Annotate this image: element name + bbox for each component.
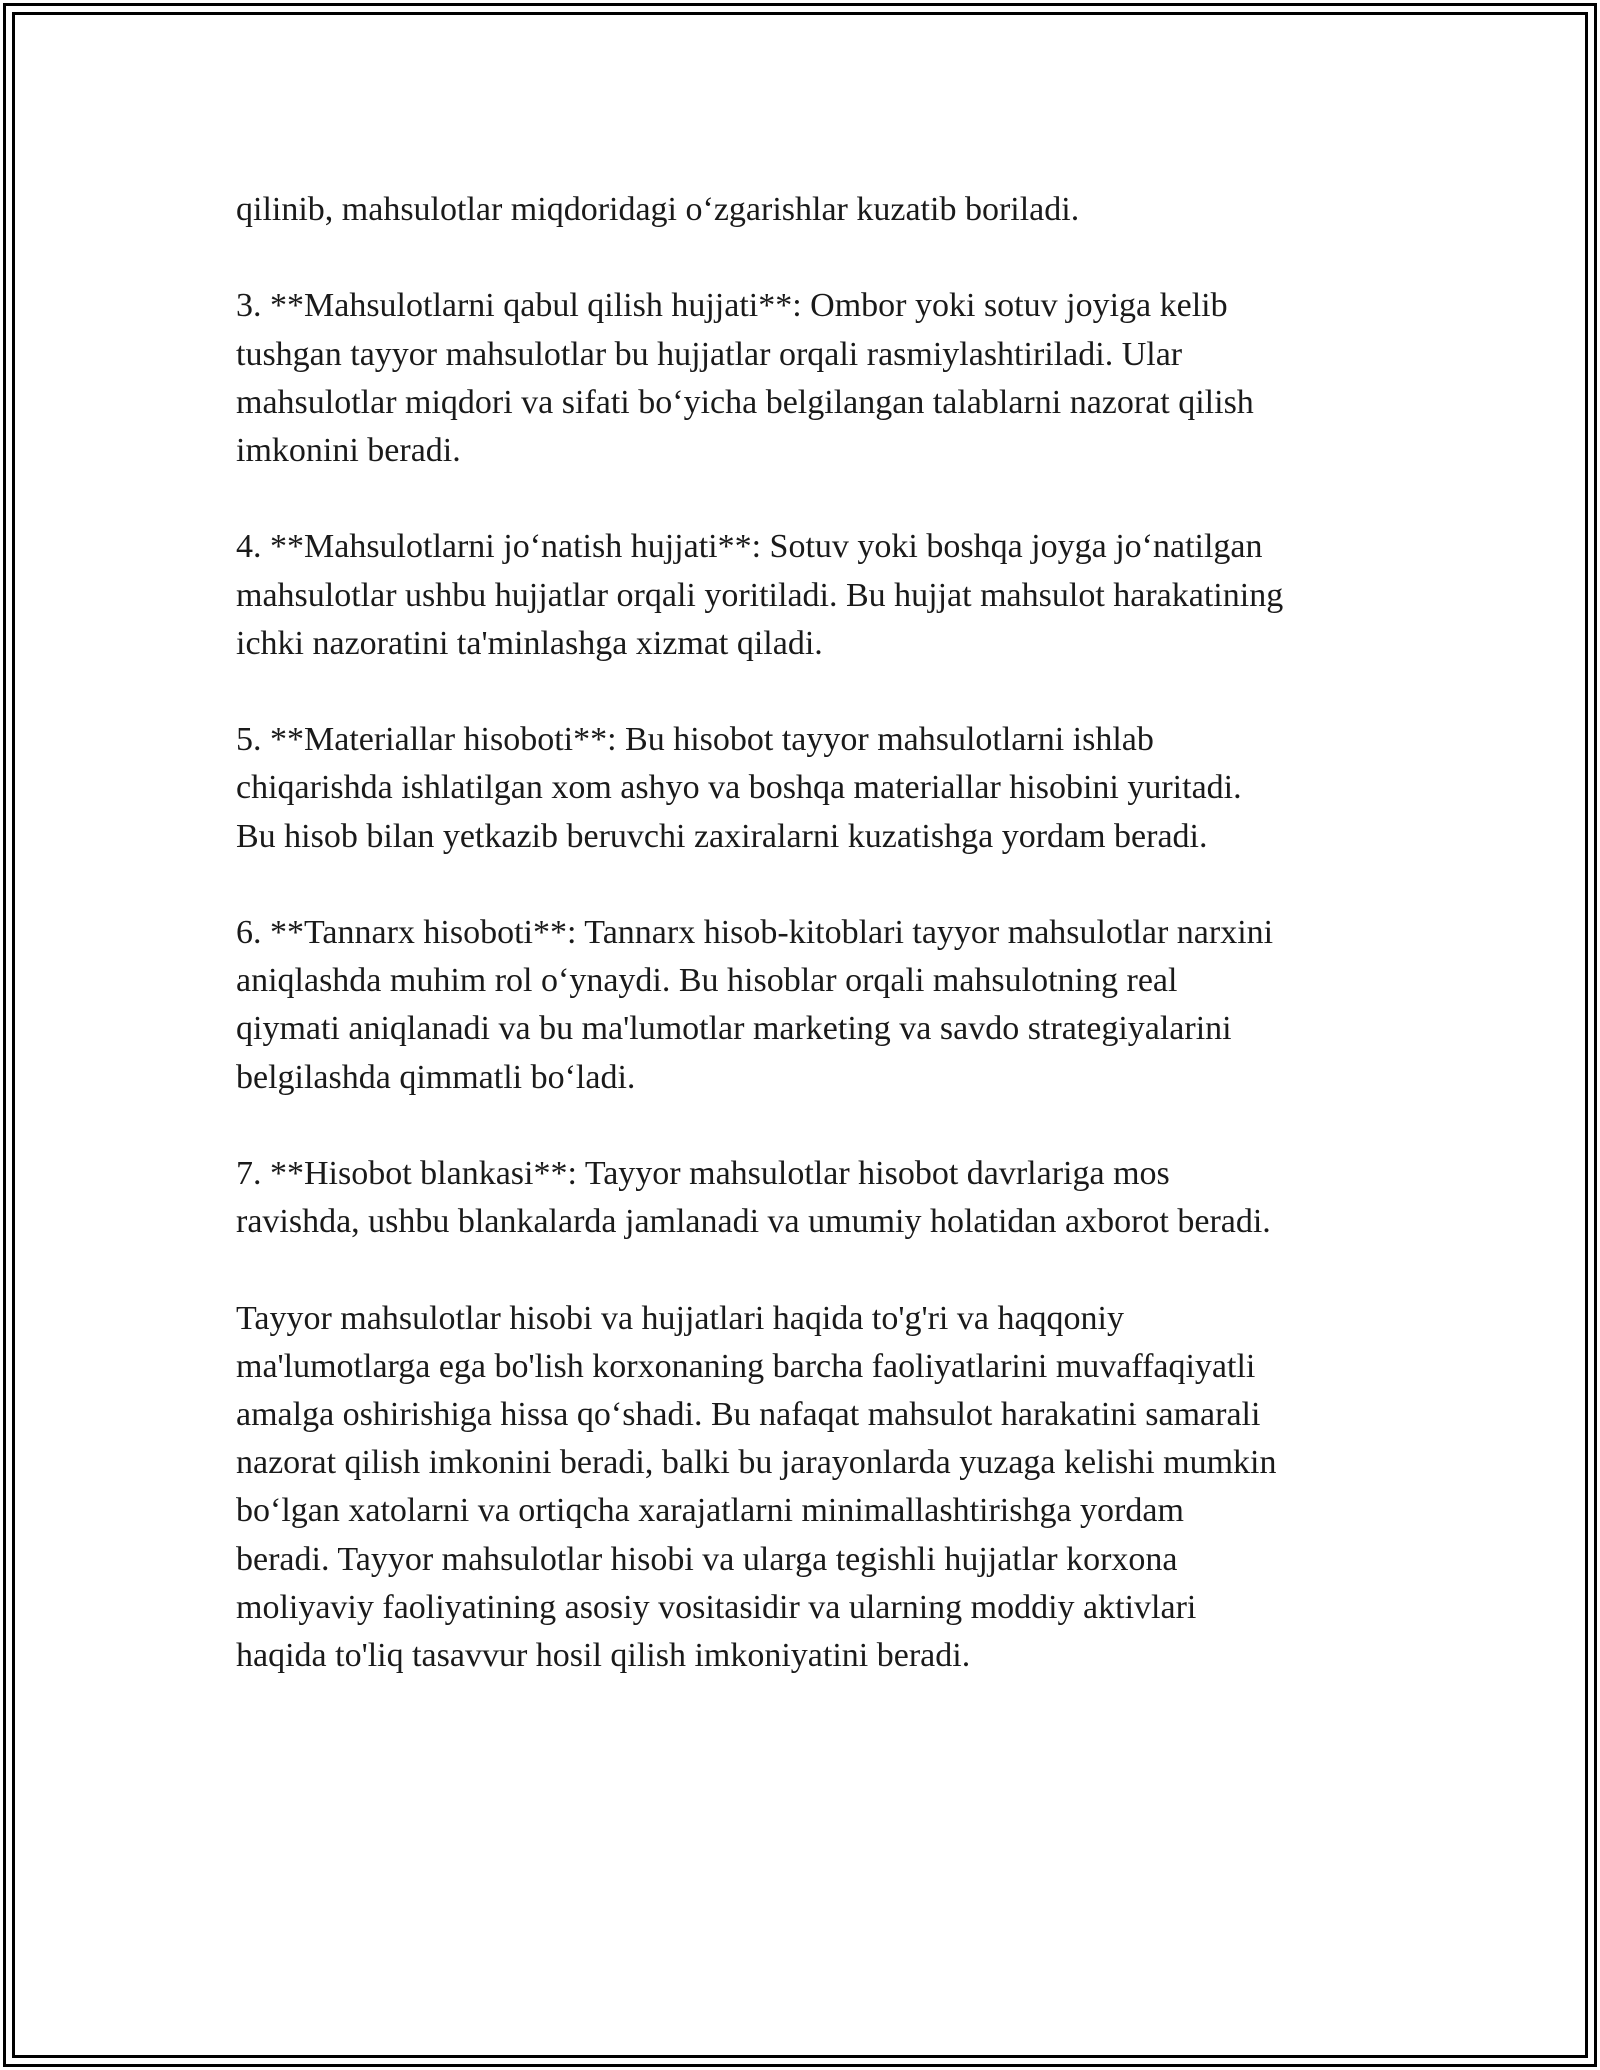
paragraph-item-4: 4. **Mahsulotlarni jo‘natish hujjati**: Sotuv yoki boshqa joyga jo‘natilgan mahsulotlar ushbu hujjatlar orqali yoritiladi. Bu hujjat mahsulot harakatining ichki nazoratini ta'minlashga xizmat qiladi. (236, 528, 1284, 662)
paragraph-item-6: 6. **Tannarx hisoboti**: Tannarx hisob-kitoblari tayyor mahsulotlar narxini aniqlashda muhim rol o‘ynaydi. Bu hisoblar orqali mahsulotning real qiymati aniqlanadi va bu ma'lumotlar marketing va savdo strategiyalarini belgilashda qimmatli bo‘ladi. (236, 913, 1274, 1096)
document-body (236, 186, 1376, 1728)
paragraph-item-7: 7. **Hisobot blankasi**: Tayyor mahsulotlar hisobot davrlariga mos ravishda, ushbu blankalarda jamlanadi va umumiy holatidan axborot beradi. (236, 1154, 1271, 1241)
paragraph-item-3: 3. **Mahsulotlarni qabul qilish hujjati**: Ombor yoki sotuv joyiga kelib tushgan tayyor mahsulotlar bu hujjatlar orqali rasmiylashtiriladi. Ular mahsulotlar miqdori va sifati bo‘yicha belgilangan talablarni nazorat qilish imkonini beradi. (236, 287, 1254, 469)
paragraph-continuation: qilinib, mahsulotlar miqdoridagi o‘zgarishlar kuzatib boriladi. (236, 191, 1080, 228)
paragraph-item-5: 5. **Materiallar hisoboti**: Bu hisobot tayyor mahsulotlarni ishlab chiqarishda ishlatilgan xom ashyo va boshqa materiallar hisobini yuritadi. Bu hisob bilan yetkazib beruvchi zaxiralarni kuzatishga yordam beradi. (236, 721, 1242, 855)
paragraph-conclusion: Tayyor mahsulotlar hisobi va hujjatlari haqida to'g'ri va haqqoniy ma'lumotlarga ega bo'lish korxonaning barcha faoliyatlarini muvaffaqiyatli amalga oshirishiga hissa qo‘shadi. Bu nafaqat mahsulot harakatini samarali nazorat qilish imkonini beradi, balki bu jarayonlarda yuzaga kelishi mumkin bo‘lgan xatolarni va ortiqcha xarajatlarni minimallashtirishga yordam beradi. Tayyor mahsulotlar hisobi va ularga tegishli hujjatlar korxona moliyaviy faoliyatining asosiy vositasidir va ularning moddiy aktivlari haqida to'liq tasavvur hosil qilish imkoniyatini beradi. (236, 1299, 1277, 1674)
